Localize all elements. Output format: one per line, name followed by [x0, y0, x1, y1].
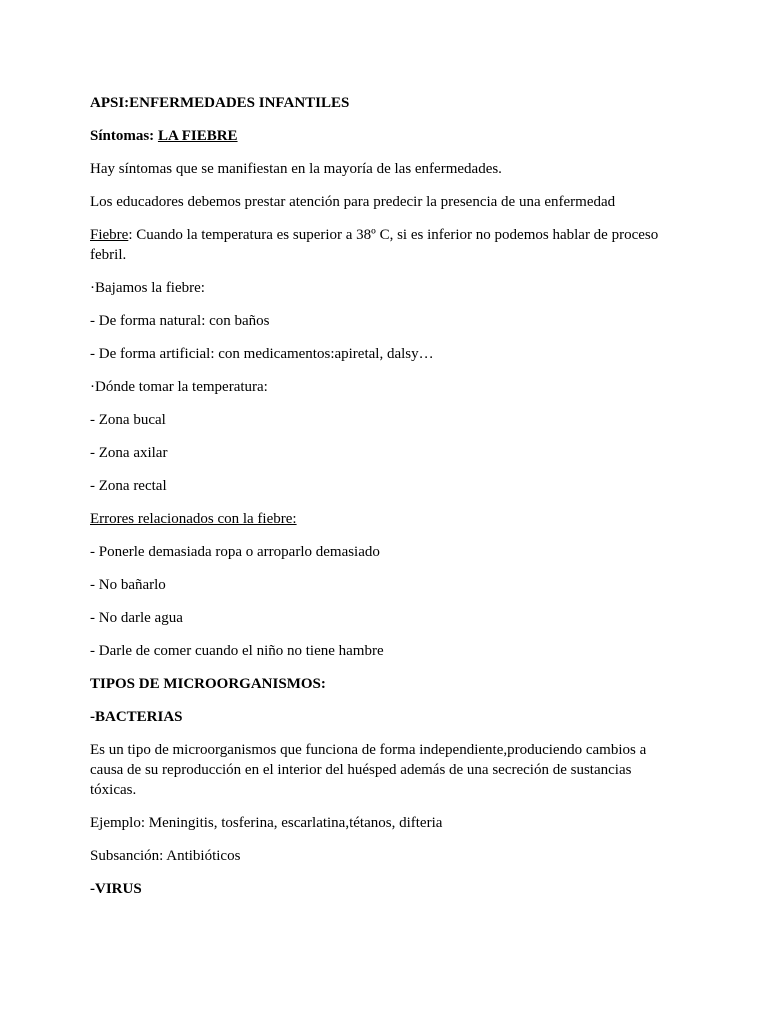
- list-item-artificial: - De forma artificial: con medicamentos:apiretal, dalsy…: [90, 346, 434, 362]
- list-heading-donde: ·Dónde tomar la temperatura:: [90, 379, 268, 395]
- bacterias-description: Es un tipo de microorganismos que funciona de forma independiente,produciendo cambios a causa de su reproducción en el interior del huésped además de una secreción de sustancias tóxicas.: [90, 742, 647, 798]
- list-item-error-comer: - Darle de comer cuando el niño no tiene hambre: [90, 643, 384, 659]
- ejemplo-line: Ejemplo: Meningitis, tosferina, escarlatina,tétanos, difteria: [90, 815, 443, 831]
- list-item-rectal: - Zona rectal: [90, 478, 167, 494]
- fiebre-term: Fiebre: [90, 227, 129, 243]
- list-item-error-banarlo: - No bañarlo: [90, 577, 166, 593]
- sintomas-value: LA FIEBRE: [157, 128, 238, 144]
- fiebre-definition-text: : Cuando la temperatura es superior a 38º C, si es inferior no podemos hablar de proceso febril.: [90, 227, 659, 263]
- document-title: APSI:ENFERMEDADES INFANTILES: [90, 95, 350, 111]
- virus-heading: -VIRUS: [90, 881, 142, 897]
- list-heading-bajamos: ·Bajamos la fiebre:: [90, 280, 205, 296]
- list-item-natural: - De forma natural: con baños: [90, 313, 270, 329]
- subsancion-line: Subsanción: Antibióticos: [90, 848, 241, 864]
- sintomas-line: [90, 126, 680, 146]
- list-item-bucal: - Zona bucal: [90, 412, 166, 428]
- document-body: [90, 93, 680, 912]
- fiebre-definition: [90, 225, 680, 265]
- paragraph-educators: Los educadores debemos prestar atención para predecir la presencia de una enfermedad: [90, 194, 616, 210]
- errores-heading: Errores relacionados con la fiebre:: [90, 511, 297, 527]
- paragraph-symptoms: Hay síntomas que se manifiestan en la mayoría de las enfermedades.: [90, 161, 502, 177]
- tipos-heading: TIPOS DE MICROORGANISMOS:: [90, 676, 326, 692]
- list-item-axilar: - Zona axilar: [90, 445, 168, 461]
- list-item-error-agua: - No darle agua: [90, 610, 183, 626]
- sintomas-label: Síntomas:: [90, 128, 155, 144]
- bacterias-heading: -BACTERIAS: [90, 709, 183, 725]
- list-item-error-ropa: - Ponerle demasiada ropa o arroparlo demasiado: [90, 544, 380, 560]
